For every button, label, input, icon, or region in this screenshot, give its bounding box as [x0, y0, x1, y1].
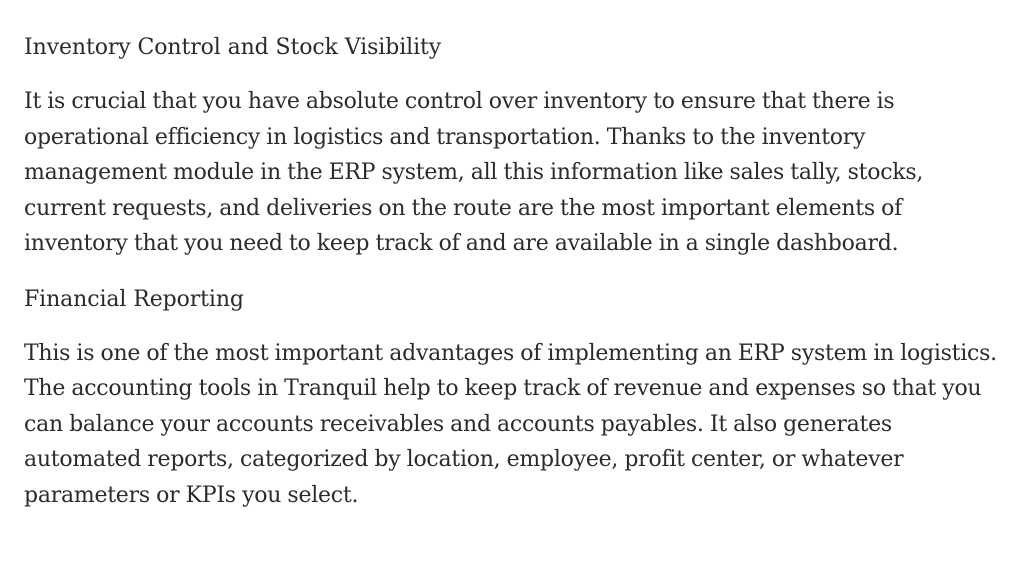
section-paragraph: This is one of the most important advantages of implementing an ERP system in logistics. The accounting tools in Tranquil help to keep track of revenue and expenses so that you can balance your accounts receivables and accounts payables. It also generates automated reports, categorized by location, employee, profit center, or whatever parameters or KPIs you select. [24, 340, 997, 508]
section-financial-reporting [24, 284, 1000, 514]
section-inventory-control [24, 32, 1000, 262]
section-heading: Financial Reporting [24, 286, 244, 312]
section-paragraph: It is crucial that you have absolute control over inventory to ensure that there is operational efficiency in logistics and transportation. Thanks to the inventory management module in the ERP system, all this information like sales tally, stocks, current requests, and deliveries on the route are the most important elements of inventory that you need to keep track of and are available in a single dashboard. [24, 89, 924, 256]
section-heading: Inventory Control and Stock Visibility [24, 35, 442, 60]
